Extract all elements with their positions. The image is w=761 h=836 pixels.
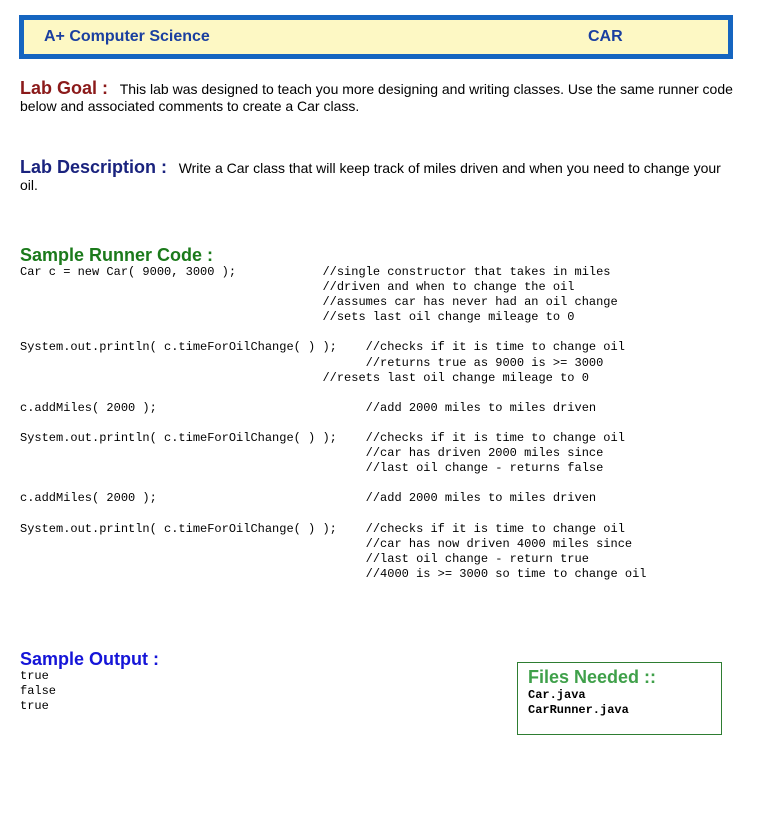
lab-goal-section [20,80,740,115]
lab-description-text: Write a Car class that will keep track of miles driven and when you need to change your oil. [20,160,721,193]
header-banner [19,15,733,59]
files-list [528,688,629,718]
lab-goal-text: This lab was designed to teach you more designing and writing classes. Use the same runner code below and associated comments to create a Car class. [20,81,733,114]
sample-output-heading: Sample Output : [20,649,159,669]
lab-description-section [20,159,740,194]
output-line: true [20,699,49,713]
file-item: CarRunner.java [528,703,629,717]
output-line: false [20,684,57,698]
file-item: Car.java [528,688,586,702]
sample-runner-code: Car c = new Car( 9000, 3000 ); //single constructor that takes in miles //driven and when to change the oil //assumes car has never had an oil change //sets last oil change mileage to 0 System.out.println( c.timeForOilChange( ) ); //checks if it is time to change oil //returns true as 9000 is >= 3000 //resets last oil change mileage to 0 c.addMiles( 2000 ); //add 2000 miles to miles driven System.out.println( c.timeForOilChange( ) ); //checks if it is time to change oil //car has driven 2000 miles since //last oil change - returns false c.addMiles( 2000 ); //add 2000 miles to miles driven System.out.println( c.timeForOilChange( ) ); //checks if it is time to change oil //car has now driven 4000 miles since //last oil change - return true //4000 is >= 3000 so time to change oil [20,265,647,581]
course-title: A+ Computer Science [44,28,210,45]
sample-output-lines [20,669,56,714]
sample-runner-heading: Sample Runner Code : [20,245,214,265]
files-needed-box [517,662,722,735]
lab-description-heading: Lab Description : [20,157,168,177]
lab-goal-heading: Lab Goal : [20,78,109,98]
lab-title: CAR [588,28,623,45]
output-line: true [20,669,49,683]
files-needed-heading: Files Needed :: [528,667,657,687]
